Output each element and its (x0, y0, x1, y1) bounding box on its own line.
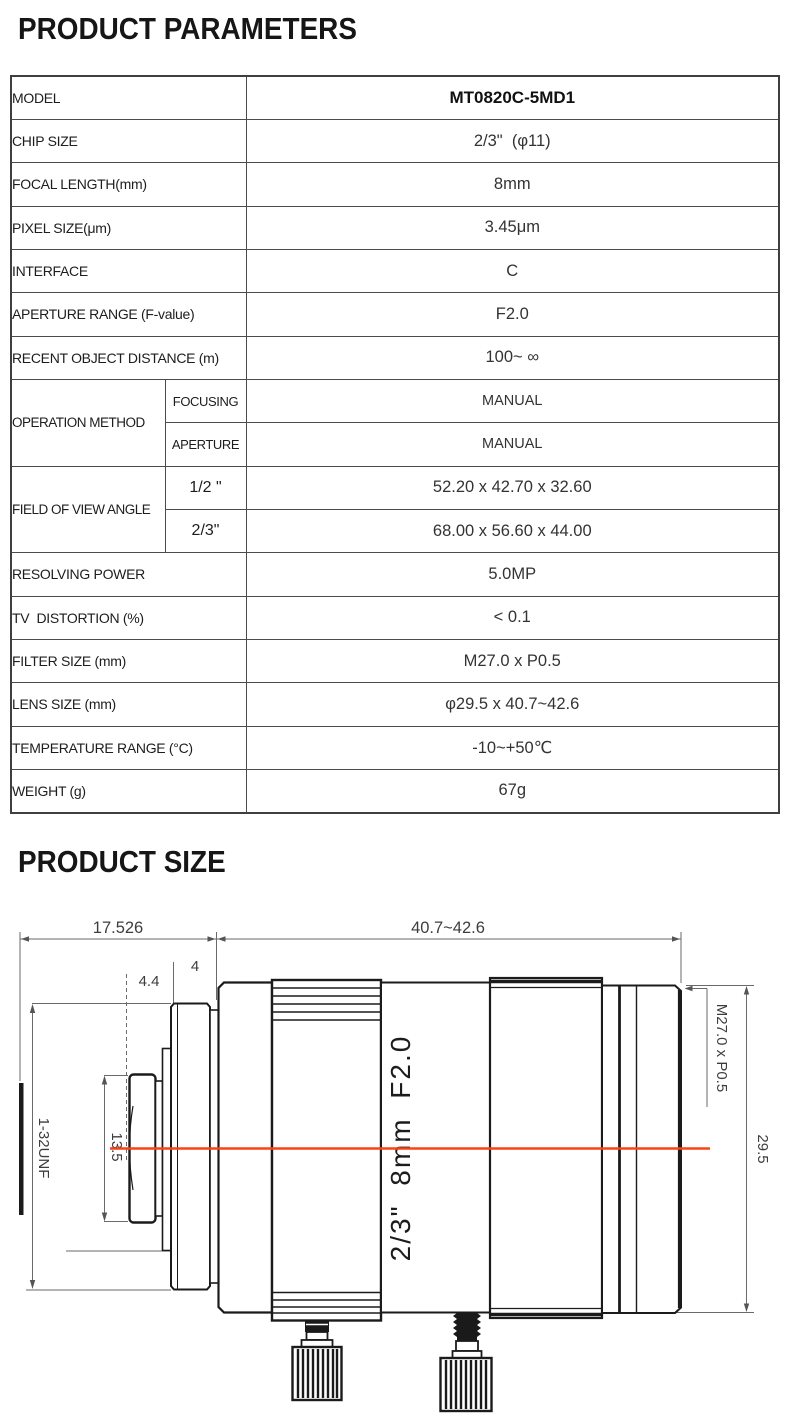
spec-label-model: MODEL (11, 76, 246, 119)
mount-thread-label: 1-32UNF (35, 1117, 52, 1179)
spec-value-resolving-power: 5.0MP (246, 553, 779, 596)
spec-value-fov-half-inch: 52.20 x 42.70 x 32.60 (246, 466, 779, 509)
table-row (11, 466, 779, 509)
spec-value-focal-length: 8mm (246, 163, 779, 206)
spec-label-filter-size: FILTER SIZE (mm) (11, 639, 246, 682)
spec-value-chip-size: 2/3" (φ11) (246, 119, 779, 162)
spec-sublabel-half-inch: 1/2 " (165, 466, 246, 509)
dim-flange-label: 4 (190, 958, 200, 975)
focus-lock-thumbscrew (293, 1321, 342, 1401)
dim-front-diameter-label: 29.5 (754, 1134, 771, 1164)
focus-ring (272, 980, 381, 1321)
spec-sublabel-two-thirds-inch: 2/3" (165, 509, 246, 552)
dim-step-label: 4.4 (138, 973, 160, 990)
lens-technical-drawing (0, 900, 790, 1417)
filter-thread-label: M27.0 x P0.5 (713, 1003, 730, 1093)
table-row (11, 770, 779, 813)
spec-value-interface: C (246, 249, 779, 292)
table-row (11, 379, 779, 422)
spec-value-aperture-range: F2.0 (246, 293, 779, 336)
adapter-ring (210, 1010, 219, 1283)
spec-value-weight: 67g (246, 770, 779, 813)
dim-rear-length-label: 17.526 (92, 919, 144, 937)
lens-marking-text: 2/3" 8mm F2.0 (385, 1034, 416, 1262)
table-row (11, 206, 779, 249)
spec-value-recent-object-distance: 100~ ∞ (246, 336, 779, 379)
product-parameters-table (10, 75, 780, 814)
spec-label-focal-length: FOCAL LENGTH(mm) (11, 163, 246, 206)
knurling (446, 1360, 486, 1409)
table-row (11, 596, 779, 639)
spec-label-operation-method: OPERATION METHOD (11, 379, 165, 466)
table-row (11, 336, 779, 379)
mount-flange-plate (171, 1004, 210, 1290)
table-row (11, 726, 779, 769)
dim-front-length-label: 40.7~42.6 (411, 919, 485, 937)
spec-label-aperture-range: APERTURE RANGE (F-value) (11, 293, 246, 336)
spec-label-weight: WEIGHT (g) (11, 770, 246, 813)
screw-thread (453, 1313, 481, 1341)
spec-label-field-of-view: FIELD OF VIEW ANGLE (11, 466, 165, 553)
page-title: PRODUCT PARAMETERS (18, 11, 357, 46)
spec-label-pixel-size: PIXEL SIZE(μm) (11, 206, 246, 249)
table-row (11, 249, 779, 292)
table-row (11, 639, 779, 682)
spec-label-recent-object-distance: RECENT OBJECT DISTANCE (m) (11, 336, 246, 379)
spec-sublabel-focusing: FOCUSING (165, 379, 246, 422)
spec-label-lens-size: LENS SIZE (mm) (11, 683, 246, 726)
spec-label-interface: INTERFACE (11, 249, 246, 292)
spec-sublabel-aperture: APERTURE (165, 423, 246, 466)
table-row (11, 553, 779, 596)
spec-value-fov-two-thirds-inch: 68.00 x 56.60 x 44.00 (246, 509, 779, 552)
table-row (11, 163, 779, 206)
spec-value-pixel-size: 3.45μm (246, 206, 779, 249)
spec-label-chip-size: CHIP SIZE (11, 119, 246, 162)
section-title-product-size: PRODUCT SIZE (18, 844, 226, 879)
table-row (11, 683, 779, 726)
spec-label-tv-distortion: TV DISTORTION (%) (11, 596, 246, 639)
table-row (11, 293, 779, 336)
aperture-lock-thumbscrew (441, 1313, 492, 1411)
spec-value-lens-size: φ29.5 x 40.7~42.6 (246, 683, 779, 726)
c-mount-thread-profile (19, 1083, 24, 1215)
spec-value-temperature-range: -10~+50℃ (246, 726, 779, 769)
spec-label-resolving-power: RESOLVING POWER (11, 553, 246, 596)
spec-value-focusing: MANUAL (246, 379, 779, 422)
spec-value-tv-distortion: < 0.1 (246, 596, 779, 639)
spec-label-temperature-range: TEMPERATURE RANGE (°C) (11, 726, 246, 769)
spec-value-aperture: MANUAL (246, 423, 779, 466)
spec-value-model: MT0820C-5MD1 (246, 76, 779, 119)
dim-rear-diameter-label: 13.5 (108, 1132, 125, 1162)
table-row (11, 119, 779, 162)
table-row (11, 76, 779, 119)
spec-value-filter-size: M27.0 x P0.5 (246, 639, 779, 682)
